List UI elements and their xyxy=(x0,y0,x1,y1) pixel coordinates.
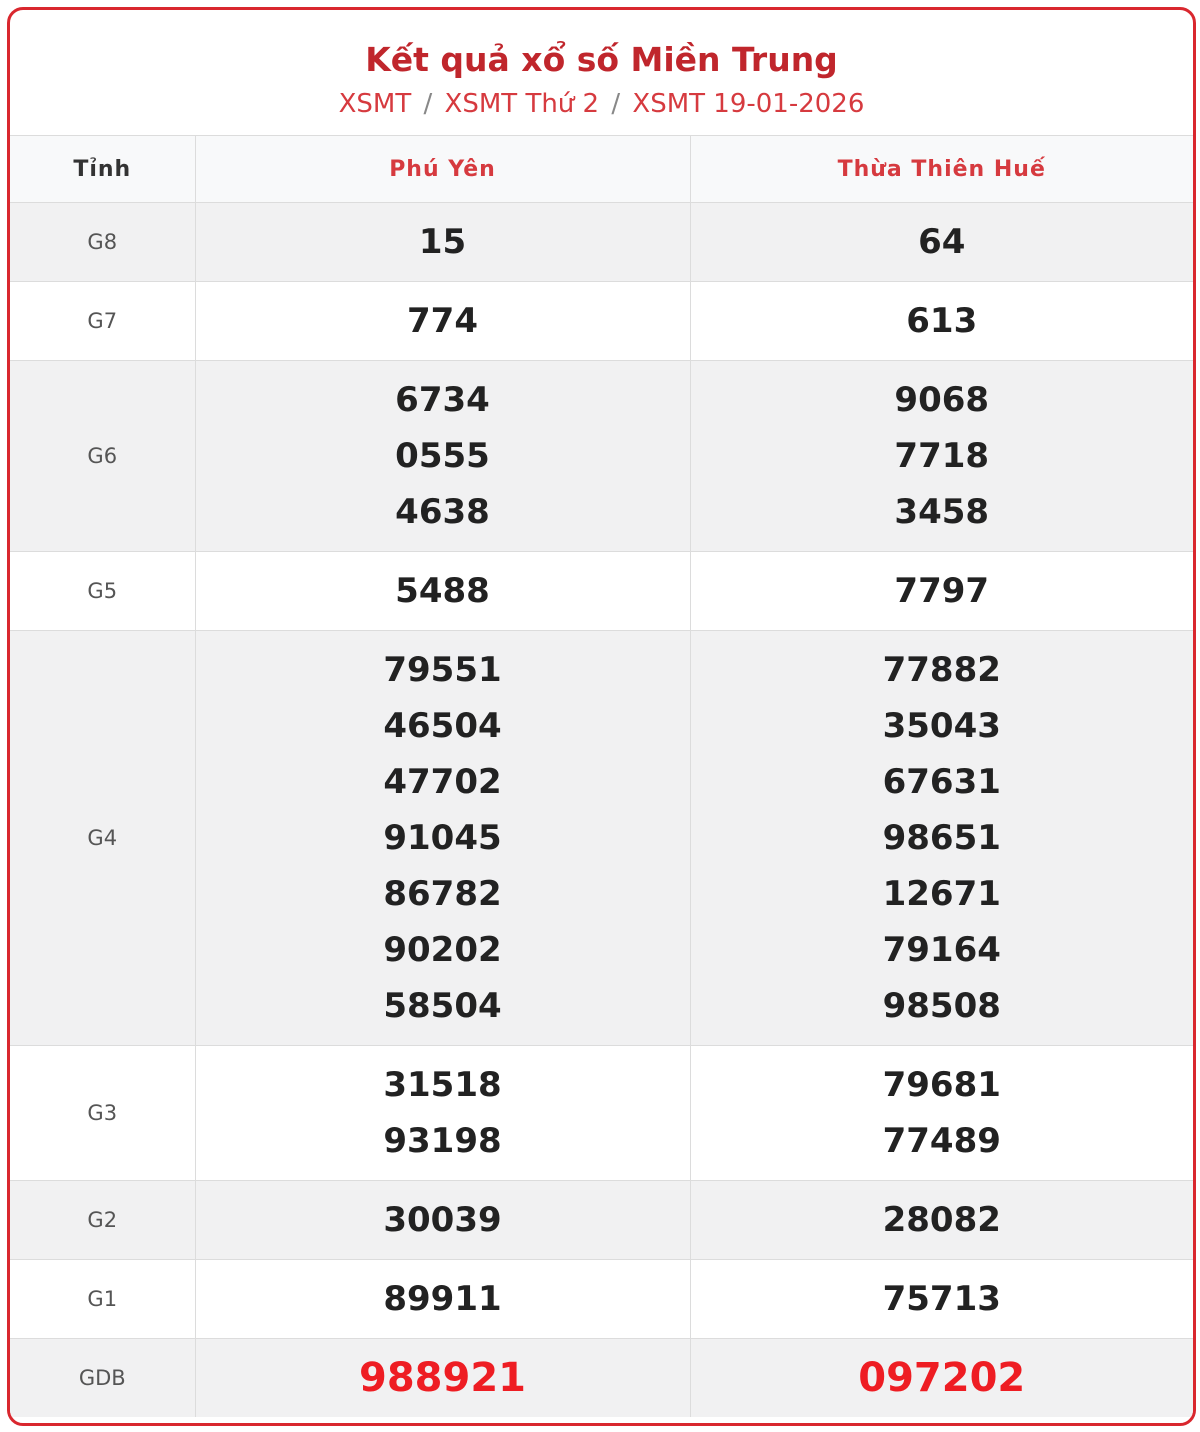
special-prize-number: 988921 xyxy=(359,1355,526,1401)
prize-number: 6734 xyxy=(395,380,490,420)
prize-number: 79551 xyxy=(383,650,502,690)
prize-cell xyxy=(195,361,690,552)
prize-number: 5488 xyxy=(395,571,490,611)
prize-row-g6 xyxy=(10,361,1193,552)
prize-number: 7718 xyxy=(894,436,990,476)
prize-cell xyxy=(195,1339,690,1418)
prize-row-g1 xyxy=(10,1260,1193,1339)
prize-cell xyxy=(690,203,1193,282)
prize-number: 98651 xyxy=(882,818,1001,858)
prize-label: G4 xyxy=(10,631,195,1046)
prize-number: 15 xyxy=(418,222,467,262)
prize-number: 90202 xyxy=(383,930,502,970)
prize-number: 79164 xyxy=(882,930,1001,970)
prize-number: 58504 xyxy=(383,986,502,1026)
province-phu-yen-header[interactable]: Phú Yên xyxy=(195,136,690,203)
prize-cell xyxy=(195,1260,690,1339)
prize-number: 28082 xyxy=(882,1200,1001,1240)
prize-cell xyxy=(690,1260,1193,1339)
prize-label: G6 xyxy=(10,361,195,552)
prize-cell xyxy=(690,631,1193,1046)
lottery-result-card xyxy=(7,7,1196,1426)
prize-cell xyxy=(195,1046,690,1181)
prize-row-g2 xyxy=(10,1181,1193,1260)
prize-number: 77882 xyxy=(882,650,1001,690)
prize-number: 35043 xyxy=(882,706,1001,746)
prize-cell xyxy=(195,631,690,1046)
prize-number: 31518 xyxy=(383,1065,502,1105)
prize-number: 46504 xyxy=(383,706,502,746)
prize-number: 91045 xyxy=(383,818,502,858)
prize-cell xyxy=(195,552,690,631)
prize-number: 613 xyxy=(906,301,978,341)
prize-number: 9068 xyxy=(894,380,990,420)
prize-label: G1 xyxy=(10,1260,195,1339)
prize-number: 75713 xyxy=(882,1279,1001,1319)
prize-number: 89911 xyxy=(383,1279,502,1319)
prize-cell xyxy=(195,203,690,282)
prize-row-g7 xyxy=(10,282,1193,361)
prize-cell xyxy=(690,282,1193,361)
prize-cell xyxy=(195,282,690,361)
prize-number: 93198 xyxy=(383,1121,502,1161)
prize-cell xyxy=(690,361,1193,552)
breadcrumb-link-xsmt-date[interactable]: XSMT 19-01-2026 xyxy=(632,89,865,119)
prize-row-g5 xyxy=(10,552,1193,631)
prize-label: GDB xyxy=(10,1339,195,1418)
prize-cell xyxy=(195,1181,690,1260)
prize-number: 64 xyxy=(918,222,966,262)
prize-number: 47702 xyxy=(383,762,502,802)
prize-number: 3458 xyxy=(894,492,990,532)
table-header-row xyxy=(10,136,1193,203)
card-header xyxy=(10,10,1193,136)
prize-number: 0555 xyxy=(395,436,490,476)
prize-cell xyxy=(690,552,1193,631)
prize-label: G8 xyxy=(10,203,195,282)
prize-row-g3 xyxy=(10,1046,1193,1181)
prize-number: 67631 xyxy=(882,762,1001,802)
prize-cell xyxy=(690,1181,1193,1260)
province-column-header: Tỉnh xyxy=(10,136,195,203)
prize-number: 774 xyxy=(407,301,478,341)
prize-label: G7 xyxy=(10,282,195,361)
province-thua-thien-hue-header[interactable]: Thừa Thiên Huế xyxy=(690,136,1193,203)
prize-number: 12671 xyxy=(882,874,1001,914)
prize-number: 86782 xyxy=(383,874,502,914)
breadcrumb-link-xsmt-thu-2[interactable]: XSMT Thứ 2 xyxy=(444,89,600,119)
prize-number: 30039 xyxy=(383,1200,502,1240)
special-prize-number: 097202 xyxy=(858,1355,1026,1401)
prize-row-g8 xyxy=(10,203,1193,282)
prize-number: 79681 xyxy=(882,1065,1001,1105)
page-title: Kết quả xổ số Miền Trung xyxy=(365,40,838,79)
prize-number: 7797 xyxy=(894,571,990,611)
breadcrumb-separator: / xyxy=(611,89,621,119)
prize-label: G2 xyxy=(10,1181,195,1260)
prize-number: 4638 xyxy=(395,492,490,532)
prize-row-g4 xyxy=(10,631,1193,1046)
prize-row-gdb xyxy=(10,1339,1193,1418)
prize-label: G3 xyxy=(10,1046,195,1181)
results-table xyxy=(10,136,1193,1417)
breadcrumb xyxy=(10,88,1193,120)
prize-cell xyxy=(690,1046,1193,1181)
breadcrumb-link-xsmt[interactable]: XSMT xyxy=(338,89,412,119)
breadcrumb-separator: / xyxy=(423,89,433,119)
prize-cell xyxy=(690,1339,1193,1418)
prize-number: 77489 xyxy=(882,1121,1001,1161)
prize-label: G5 xyxy=(10,552,195,631)
prize-number: 98508 xyxy=(882,986,1001,1026)
